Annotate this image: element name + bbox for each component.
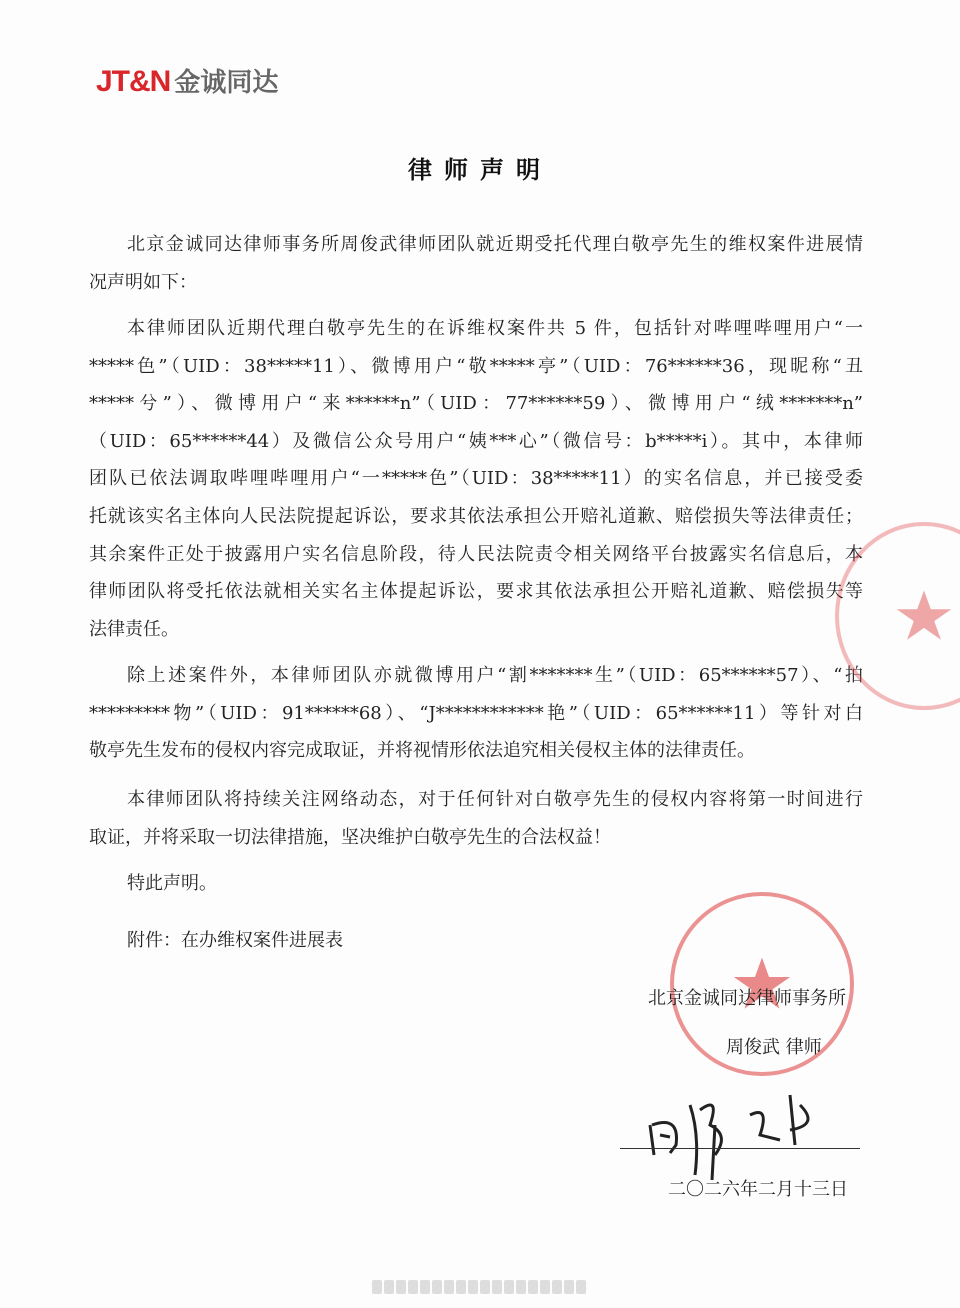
text-line: *****兮”）、微博用户“来******n”（UID：77******59）、微博用户“绒*******n” — [89, 393, 863, 415]
paragraph-4 — [89, 781, 863, 856]
attachment-text: 附件：在办维权案件进展表 — [127, 930, 343, 951]
logo-cn: 金诚同达 — [174, 68, 279, 98]
text-line: 团队已依法调取哔哩哔哩用户“一*****色”（UID：38*****11）的实名信息，并已接受委 — [89, 468, 863, 490]
text-line: *********物”（UID：91******68）、“J************艳”（UID：65******11）等针对白 — [89, 702, 863, 724]
seal-stamp-right — [835, 522, 960, 710]
text-line: 律师团队将受托依法就相关实名主体提起诉讼，要求其依法承担公开赔礼道歉、赔偿损失等 — [89, 581, 863, 603]
paragraph-3 — [89, 657, 863, 770]
text-line: 敬亭先生发布的侵权内容完成取证，并将视情形依法追究相关侵权主体的法律责任。 — [89, 740, 755, 762]
text-line: 本律师团队将持续关注网络动态，对于任何针对白敬亭先生的侵权内容将第一时间进行 — [127, 789, 863, 810]
handwritten-signature — [640, 1085, 830, 1185]
text-line: 取证，并将采取一切法律措施，坚决维护白敬亭先生的合法权益！ — [89, 826, 611, 848]
text-line: 况声明如下： — [89, 271, 197, 293]
signature-date: 二〇二六年二月十三日 — [668, 1179, 848, 1200]
text-line: 其余案件正处于披露用户实名信息阶段，待人民法院责令相关网络平台披露实名信息后，本 — [89, 543, 863, 565]
text-line: （UID：65******44）及微信公众号用户“姨***心”（微信号：b*****i）。其中，本律师 — [89, 430, 863, 452]
text-line: 北京金诚同达律师事务所周俊武律师团队就近期受托代理白敬亭先生的维权案件进展情 — [127, 234, 863, 255]
document-title: 律师声明 — [408, 155, 552, 184]
paragraph-1 — [89, 226, 863, 301]
signature-lawyer: 周俊武 律师 — [726, 1037, 822, 1058]
watermark-dots — [372, 1280, 586, 1294]
closing-text: 特此声明。 — [127, 873, 217, 894]
firm-logo — [96, 62, 278, 99]
text-line: 法律责任。 — [89, 618, 179, 640]
text-line: 托就该实名主体向人民法院提起诉讼，要求其依法承担公开赔礼道歉、赔偿损失等法律责任； — [89, 505, 863, 527]
text-line: 本律师团队近期代理白敬亭先生的在诉维权案件共 5 件，包括针对哔哩哔哩用户“一 — [127, 318, 863, 339]
signature-firm: 北京金诚同达律师事务所 — [648, 988, 846, 1009]
text-line: 除上述案件外，本律师团队亦就微博用户“割*******生”（UID：65******57）、“拍 — [127, 665, 863, 686]
paragraph-2 — [89, 310, 863, 648]
signature-line — [620, 1148, 860, 1149]
text-line: *****色”（UID：38*****11）、微博用户“敬*****亭”（UID：76******36，现昵称“丑 — [89, 355, 863, 377]
logo-en: JT&N — [96, 65, 171, 98]
